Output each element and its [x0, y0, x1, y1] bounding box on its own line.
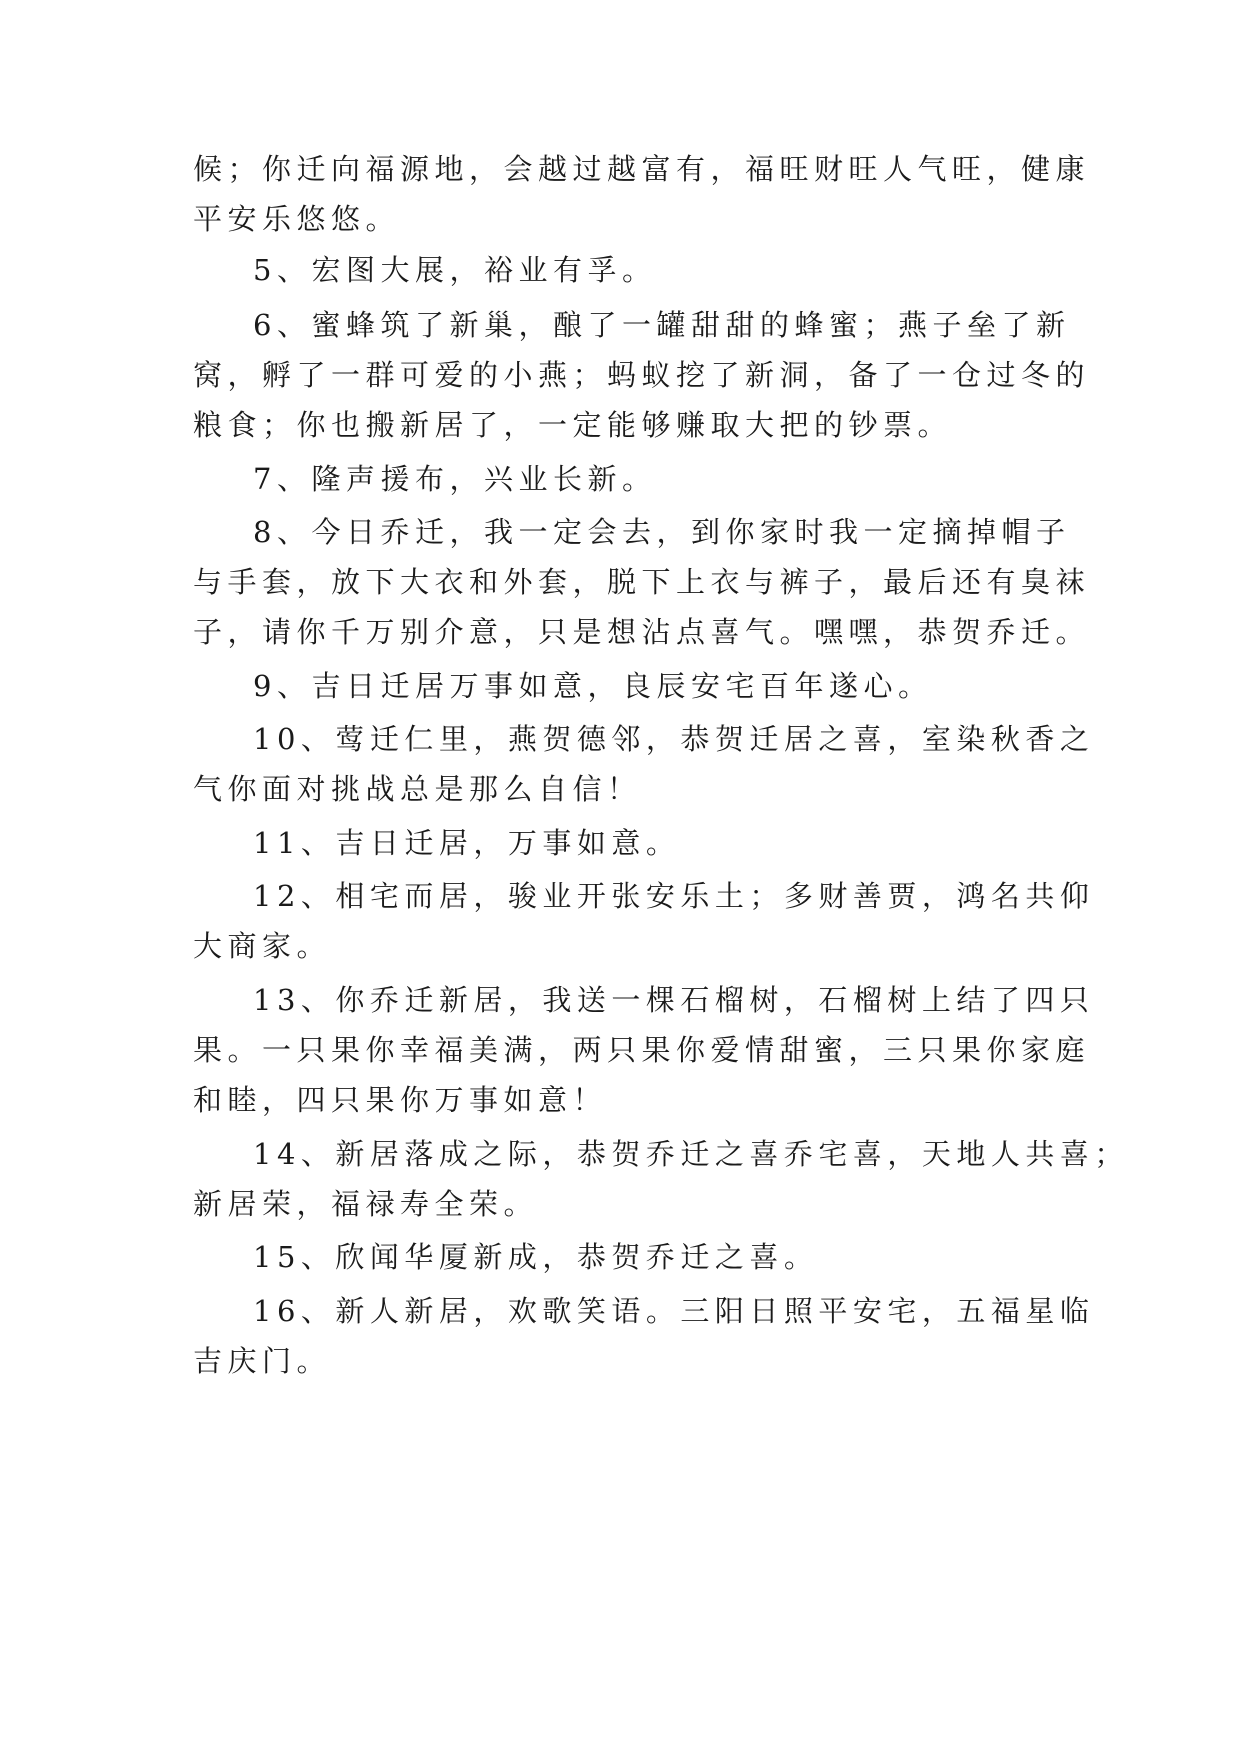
text-line: 9、吉日迁居万事如意，良辰安宅百年遂心。	[253, 669, 933, 703]
text-line: 气你面对挑战总是那么自信！	[193, 772, 642, 806]
text-line: 14、新居落成之际，恭贺乔迁之喜乔宅喜，天地人共喜；	[253, 1137, 1129, 1171]
text-line: 吉庆门。	[193, 1344, 332, 1378]
text-line: 果。一只果你幸福美满，两只果你爱情甜蜜，三只果你家庭	[193, 1033, 1091, 1067]
text-line: 子，请你千万别介意，只是想沾点喜气。嘿嘿，恭贺乔迁。	[193, 615, 1091, 649]
text-line: 与手套，放下大衣和外套，脱下上衣与裤子，最后还有臭袜	[193, 565, 1091, 599]
text-line: 6、蜜蜂筑了新巢，酿了一罐甜甜的蜂蜜；燕子垒了新	[253, 308, 1071, 342]
text-line: 11、吉日迁居，万事如意。	[253, 826, 681, 860]
text-line: 大商家。	[193, 929, 332, 963]
text-line: 12、相宅而居，骏业开张安乐土；多财善贾，鸿名共仰	[253, 879, 1095, 913]
text-line: 8、今日乔迁，我一定会去，到你家时我一定摘掉帽子	[253, 515, 1071, 549]
text-line: 新居荣，福禄寿全荣。	[193, 1187, 539, 1221]
text-line: 5、宏图大展，裕业有孚。	[253, 253, 657, 287]
text-line: 平安乐悠悠。	[193, 202, 401, 236]
text-line: 窝，孵了一群可爱的小燕；蚂蚁挖了新洞，备了一仓过冬的	[193, 358, 1091, 392]
text-line: 7、隆声援布，兴业长新。	[253, 462, 657, 496]
text-line: 候；你迁向福源地，会越过越富有，福旺财旺人气旺，健康	[193, 152, 1091, 186]
text-line: 10、莺迁仁里，燕贺德邻，恭贺迁居之喜，室染秋香之	[253, 722, 1095, 756]
text-line: 16、新人新居，欢歌笑语。三阳日照平安宅，五福星临	[253, 1294, 1095, 1328]
text-line: 15、欣闻华厦新成，恭贺乔迁之喜。	[253, 1240, 819, 1274]
text-line: 粮食；你也搬新居了，一定能够赚取大把的钞票。	[193, 408, 953, 442]
text-line: 13、你乔迁新居，我送一棵石榴树，石榴树上结了四只	[253, 983, 1095, 1017]
text-line: 和睦，四只果你万事如意！	[193, 1083, 608, 1117]
